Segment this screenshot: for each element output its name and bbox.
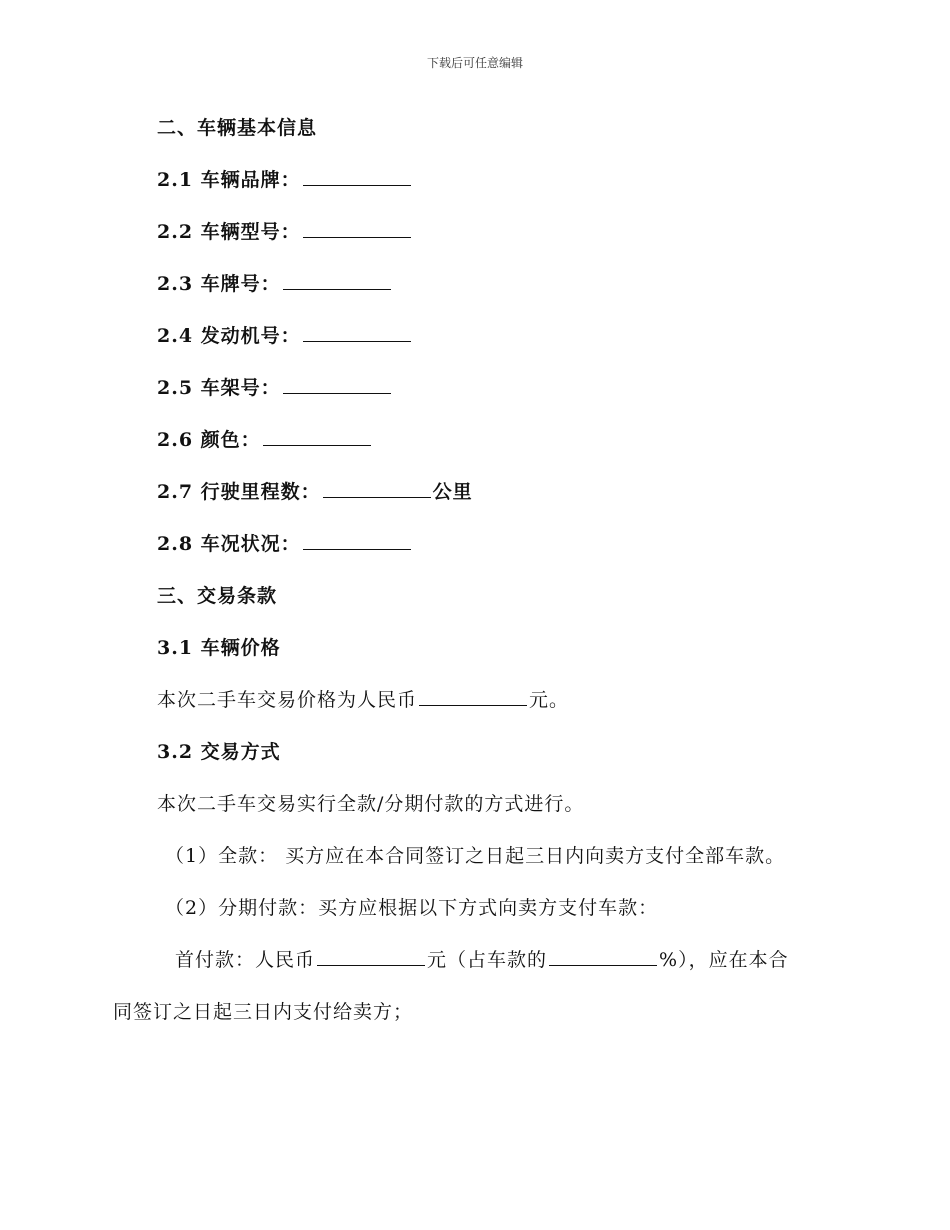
price-text-a: 本次二手车交易价格为人民币 (157, 689, 418, 711)
field-color-blank[interactable] (263, 427, 371, 446)
section-3-title: 三、交易条款 (157, 585, 278, 607)
price-text-b: 元。 (529, 689, 570, 711)
method-title: 3.2 交易方式 (157, 741, 281, 763)
field-condition-blank[interactable] (303, 531, 411, 550)
price-title: 3.1 车辆价格 (157, 637, 281, 659)
down-payment-percent-blank[interactable] (549, 947, 657, 966)
section-2-title: 二、车辆基本信息 (157, 117, 318, 139)
field-model-label: 2.2 车辆型号： (157, 221, 301, 243)
full-payment-clause: （1）全款： 买方应在本合同签订之日起三日内向卖方支付全部车款。 (165, 845, 786, 867)
down-payment-amount-blank[interactable] (317, 947, 425, 966)
field-plate (157, 271, 393, 297)
installment-clause: （2）分期付款：买方应根据以下方式向卖方支付车款： (165, 897, 659, 919)
field-condition (157, 531, 413, 557)
field-engine-blank[interactable] (303, 323, 411, 342)
price-text (157, 687, 569, 713)
field-frame-blank[interactable] (283, 375, 391, 394)
field-condition-label: 2.8 车况状况： (157, 533, 301, 555)
down-payment-a: 首付款：人民币 (175, 949, 316, 971)
field-mileage-label: 2.7 行驶里程数： (157, 481, 321, 503)
field-model-blank[interactable] (303, 219, 411, 238)
field-model (157, 219, 413, 245)
field-mileage-blank[interactable] (323, 479, 431, 498)
down-payment-b: 元（占车款的 (427, 949, 548, 971)
page-header: 下载后可任意编辑 (426, 56, 523, 70)
field-frame (157, 375, 393, 401)
field-brand-blank[interactable] (303, 167, 411, 186)
field-color (157, 427, 373, 453)
field-engine (157, 323, 413, 349)
field-mileage (157, 479, 473, 505)
field-brand (157, 167, 413, 193)
field-mileage-unit: 公里 (432, 481, 473, 503)
method-text: 本次二手车交易实行全款/分期付款的方式进行。 (157, 793, 585, 815)
field-brand-label: 2.1 车辆品牌： (157, 169, 301, 191)
down-payment-c: %），应在本合 (659, 949, 789, 971)
down-payment-continuation: 同签订之日起三日内支付给卖方； (113, 1001, 414, 1023)
field-color-label: 2.6 颜色： (157, 429, 261, 451)
field-plate-blank[interactable] (283, 271, 391, 290)
field-plate-label: 2.3 车牌号： (157, 273, 281, 295)
field-engine-label: 2.4 发动机号： (157, 325, 301, 347)
price-blank[interactable] (419, 687, 527, 706)
field-frame-label: 2.5 车架号： (157, 377, 281, 399)
down-payment-line (175, 947, 789, 973)
